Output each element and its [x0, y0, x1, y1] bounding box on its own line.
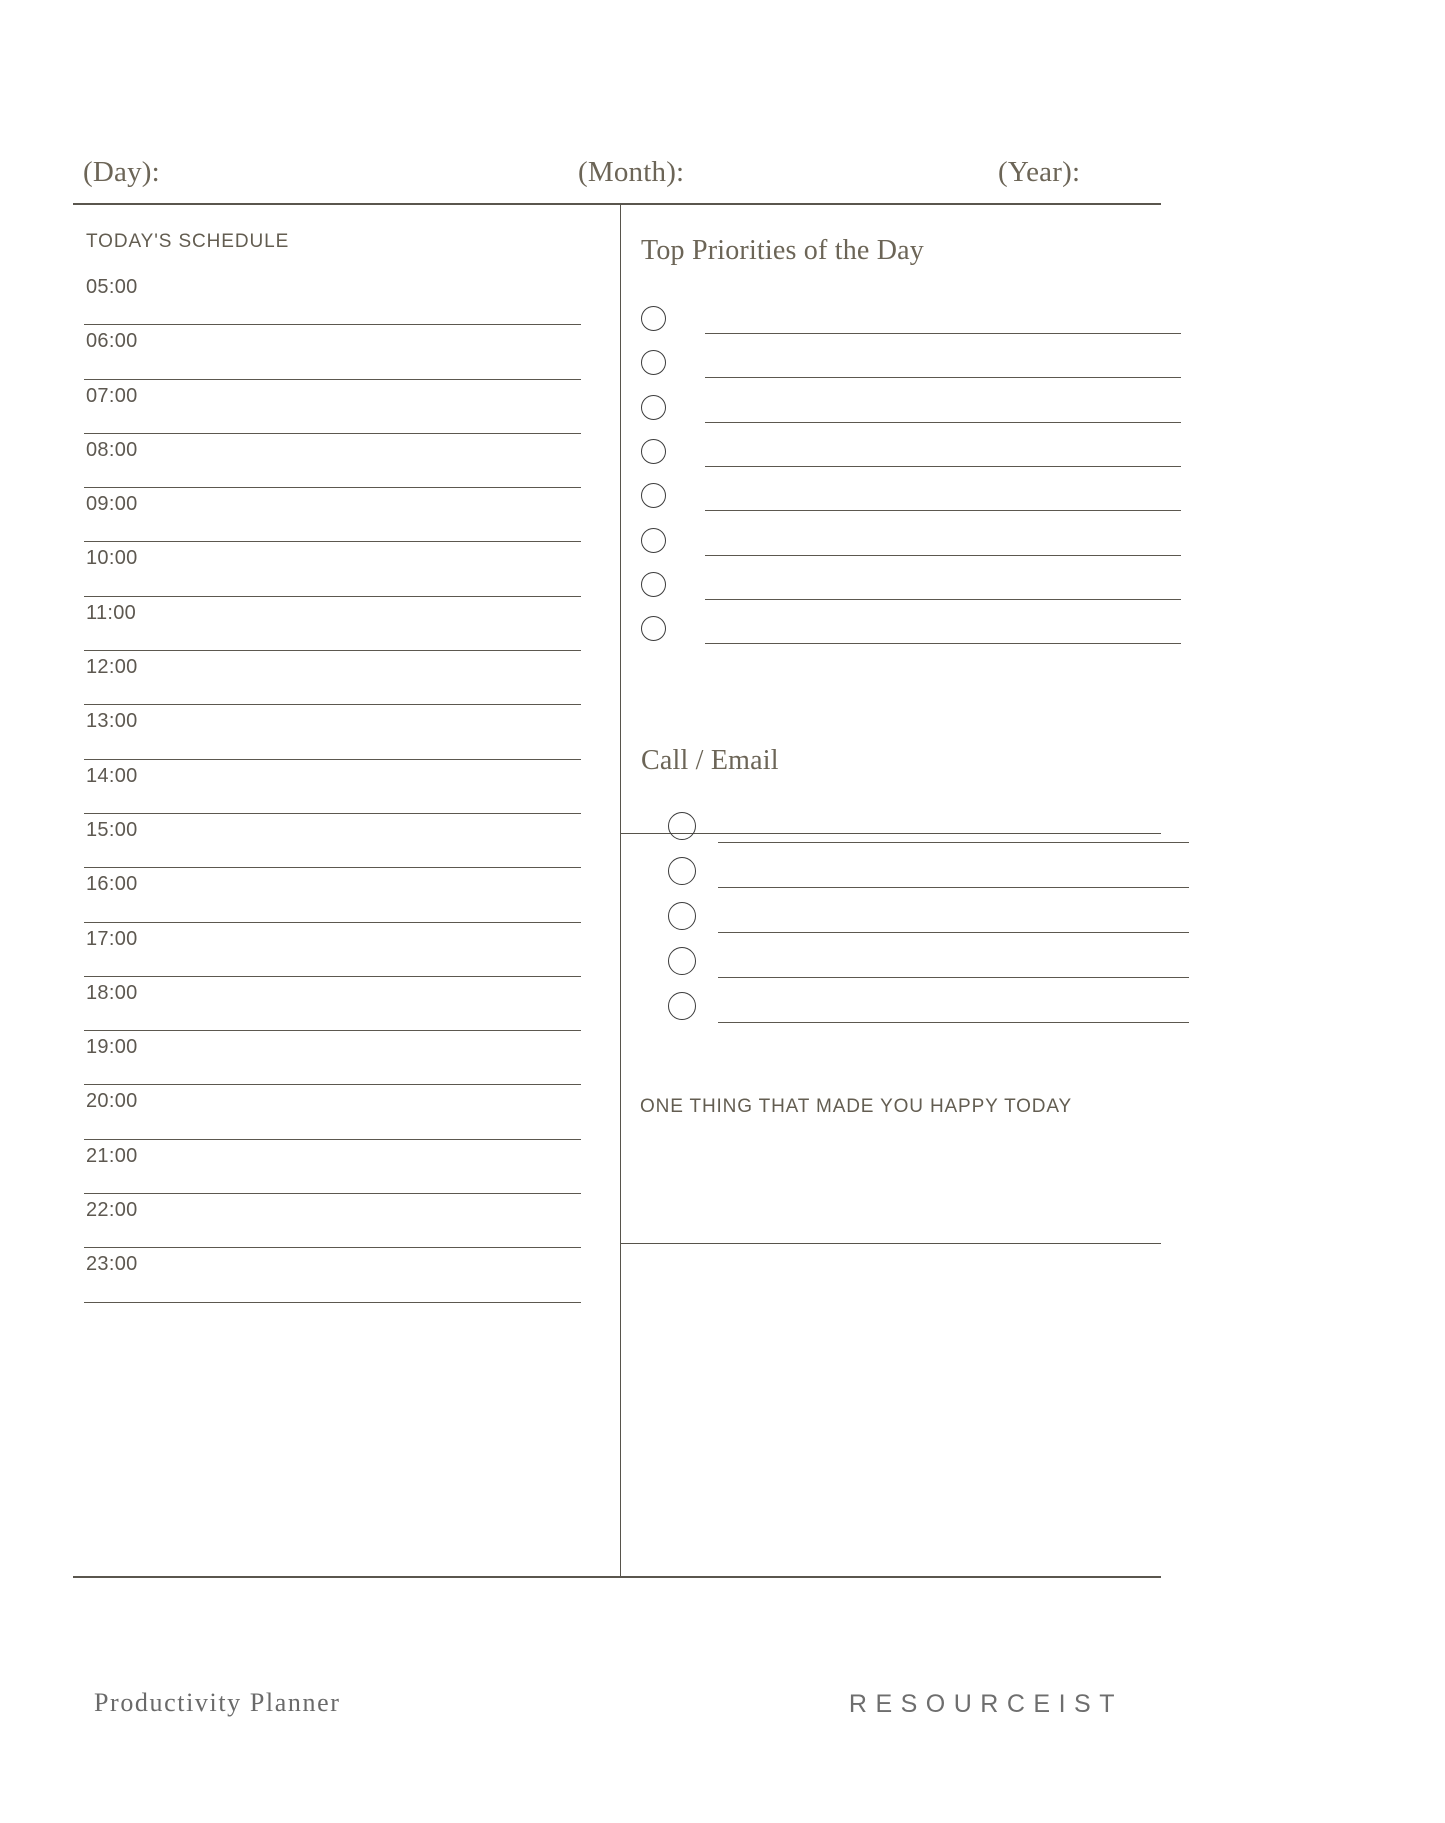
schedule-slot-time: 13:00	[86, 710, 138, 733]
schedule-slot[interactable]	[84, 380, 581, 434]
schedule-slot[interactable]	[84, 705, 581, 759]
content-bottom-border	[73, 1576, 1161, 1578]
call-email-checkbox-icon[interactable]	[668, 812, 696, 840]
schedule-slot[interactable]	[84, 325, 581, 379]
schedule-slot-time: 20:00	[86, 1090, 138, 1113]
priority-item-row[interactable]	[641, 616, 1181, 660]
priority-item-row[interactable]	[641, 528, 1181, 572]
call-email-checkbox-icon[interactable]	[668, 992, 696, 1020]
happy-today-title: ONE THING THAT MADE YOU HAPPY TODAY	[640, 1096, 1073, 1117]
call-email-writeline[interactable]	[718, 887, 1189, 888]
schedule-slot[interactable]	[84, 1140, 581, 1194]
priority-item-row[interactable]	[641, 439, 1181, 483]
priority-checkbox-icon[interactable]	[641, 616, 666, 641]
call-email-checkbox-icon[interactable]	[668, 902, 696, 930]
schedule-slot-writeline[interactable]	[84, 1302, 581, 1303]
call-email-item-row[interactable]	[641, 812, 1181, 856]
schedule-slot[interactable]	[84, 1248, 581, 1302]
priority-writeline[interactable]	[705, 422, 1181, 423]
schedule-slot[interactable]	[84, 597, 581, 651]
call-email-writeline[interactable]	[718, 1022, 1189, 1023]
schedule-slot-time: 14:00	[86, 764, 138, 787]
month-label: (Month):	[578, 156, 685, 188]
priority-checkbox-icon[interactable]	[641, 439, 666, 464]
priority-item-row[interactable]	[641, 572, 1181, 616]
schedule-slot-time: 07:00	[86, 384, 138, 407]
schedule-slot-time: 10:00	[86, 547, 138, 570]
priority-writeline[interactable]	[705, 333, 1181, 334]
priority-checkbox-icon[interactable]	[641, 395, 666, 420]
priority-writeline[interactable]	[705, 599, 1181, 600]
schedule-slot[interactable]	[84, 651, 581, 705]
priority-writeline[interactable]	[705, 643, 1181, 644]
call-email-writeline[interactable]	[718, 842, 1189, 843]
schedule-slot[interactable]	[84, 542, 581, 596]
priority-item-row[interactable]	[641, 350, 1181, 394]
schedule-slot[interactable]	[84, 271, 581, 325]
todays-schedule-panel	[84, 232, 581, 1303]
priority-item-row[interactable]	[641, 395, 1181, 439]
schedule-slot[interactable]	[84, 434, 581, 488]
schedule-slot[interactable]	[84, 1085, 581, 1139]
priority-checkbox-icon[interactable]	[641, 483, 666, 508]
priority-writeline[interactable]	[705, 555, 1181, 556]
call-email-checkbox-icon[interactable]	[668, 947, 696, 975]
call-email-checkbox-icon[interactable]	[668, 857, 696, 885]
schedule-slot-time: 15:00	[86, 818, 138, 841]
schedule-slot[interactable]	[84, 977, 581, 1031]
call-email-item-row[interactable]	[641, 992, 1181, 1036]
schedule-slot-time: 06:00	[86, 330, 138, 353]
schedule-slot-time: 23:00	[86, 1253, 138, 1276]
call-email-title: Call / Email	[641, 745, 779, 776]
schedule-slot[interactable]	[84, 760, 581, 814]
footer-brand-logo: RESOURCEIST	[848, 1690, 1123, 1718]
schedule-slot[interactable]	[84, 1031, 581, 1085]
footer-product-name: Productivity Planner	[94, 1688, 341, 1717]
call-email-item-row[interactable]	[641, 902, 1181, 946]
date-header	[73, 152, 1161, 200]
schedule-slot-time: 11:00	[86, 601, 137, 624]
schedule-slot-time: 17:00	[86, 927, 138, 950]
schedule-slot-time: 22:00	[86, 1199, 138, 1222]
priority-checkbox-icon[interactable]	[641, 572, 666, 597]
call-email-writeline[interactable]	[718, 932, 1189, 933]
priority-writeline[interactable]	[705, 510, 1181, 511]
priority-writeline[interactable]	[705, 466, 1181, 467]
priority-checkbox-icon[interactable]	[641, 528, 666, 553]
call-email-item-row[interactable]	[641, 857, 1181, 901]
schedule-slot-time: 12:00	[86, 656, 138, 679]
happy-today-input-area[interactable]	[640, 1121, 1145, 1301]
priority-checkbox-icon[interactable]	[641, 350, 666, 375]
page-footer	[73, 1690, 1161, 1750]
priority-writeline[interactable]	[705, 377, 1181, 378]
day-label: (Day):	[83, 156, 160, 188]
schedule-slot-time: 16:00	[86, 873, 138, 896]
schedule-slot[interactable]	[84, 488, 581, 542]
schedule-title: TODAY'S SCHEDULE	[86, 231, 290, 252]
schedule-slot-time: 08:00	[86, 438, 138, 461]
year-label: (Year):	[998, 156, 1081, 188]
schedule-slot-time: 18:00	[86, 981, 138, 1004]
schedule-slot-time: 19:00	[86, 1036, 138, 1059]
priority-item-row[interactable]	[641, 483, 1181, 527]
priority-checkbox-icon[interactable]	[641, 306, 666, 331]
call-email-writeline[interactable]	[718, 977, 1189, 978]
top-priorities-title: Top Priorities of the Day	[641, 235, 924, 266]
schedule-slot[interactable]	[84, 814, 581, 868]
call-email-item-row[interactable]	[641, 947, 1181, 991]
priority-item-row[interactable]	[641, 306, 1181, 350]
schedule-slot-time: 21:00	[86, 1144, 138, 1167]
schedule-slot-time: 05:00	[86, 276, 138, 298]
schedule-slot-list	[84, 271, 581, 1303]
schedule-slot[interactable]	[84, 923, 581, 977]
schedule-slot[interactable]	[84, 868, 581, 922]
right-column	[621, 204, 1161, 1576]
schedule-slot-time: 09:00	[86, 493, 138, 516]
schedule-slot[interactable]	[84, 1194, 581, 1248]
